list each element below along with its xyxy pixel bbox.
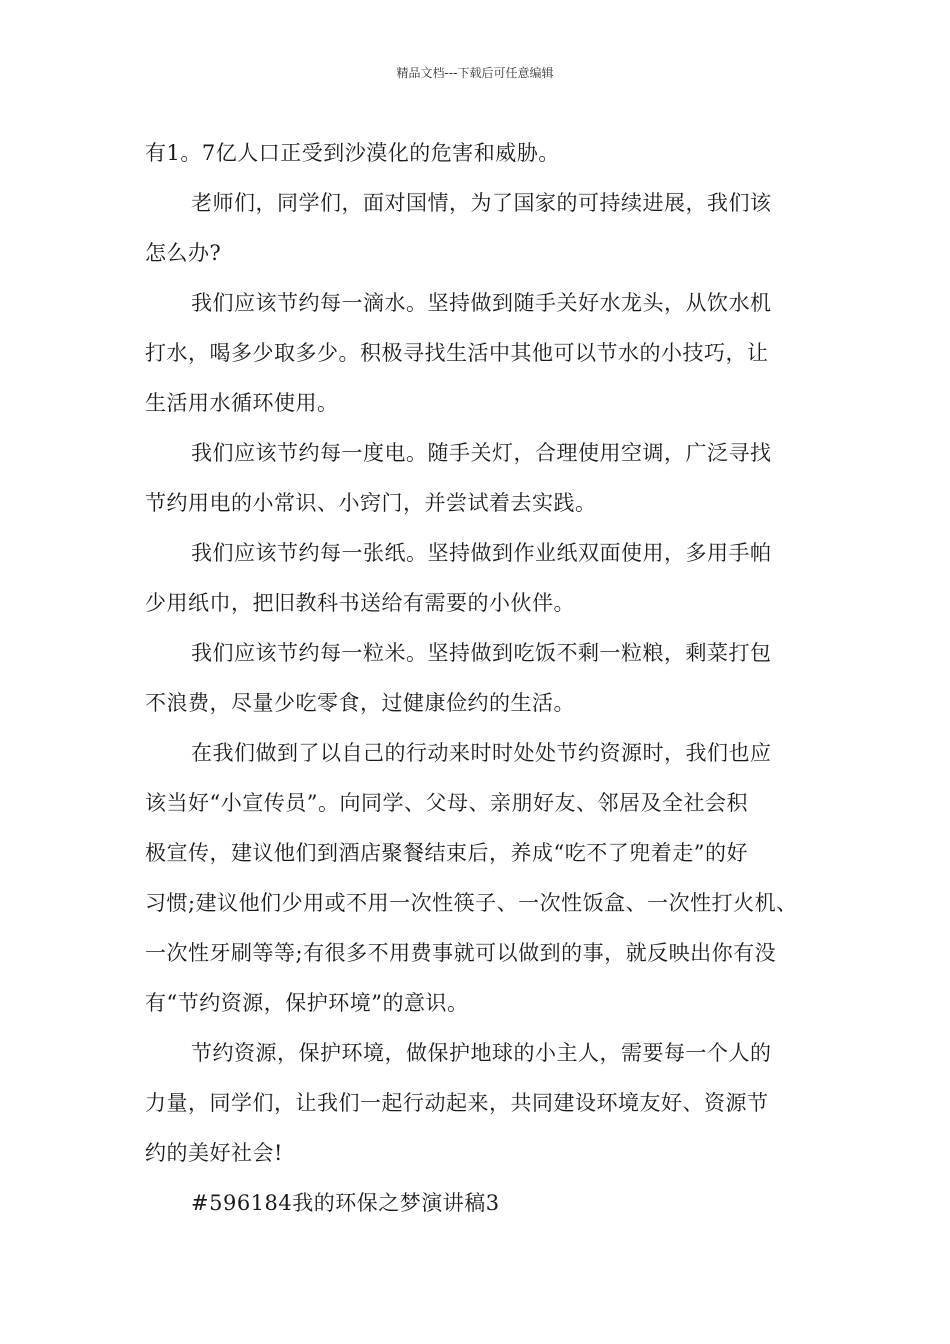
text-line: 怎么办? <box>145 241 222 265</box>
text-line: 我们应该节约每一滴水。坚持做到随手关好水龙头，从饮水机 <box>191 291 772 315</box>
text-line: 节约用电的小常识、小窍门，并尝试着去实践。 <box>145 491 597 515</box>
text-line: 节约资源，保护环境，做保护地球的小主人，需要每一个人的 <box>191 1041 772 1065</box>
text-line: 在我们做到了以自己的行动来时时处处节约资源时，我们也应 <box>191 741 772 765</box>
text-line: 有1。7亿人口正受到沙漠化的危害和威胁。 <box>145 141 560 165</box>
document-body <box>145 128 810 1228</box>
page-header: 精品文档---下载后可任意编辑 <box>396 66 554 80</box>
text-line: 我们应该节约每一粒米。坚持做到吃饭不剩一粒粮，剩菜打包 <box>191 641 772 665</box>
text-line: 生活用水循环使用。 <box>145 391 339 415</box>
text-line: 一次性牙刷等等;有很多不用费事就可以做到的事，就反映出你有没 <box>145 941 777 965</box>
text-line: 我们应该节约每一度电。随手关灯，合理使用空调，广泛寻找 <box>191 441 772 465</box>
text-line: 我们应该节约每一张纸。坚持做到作业纸双面使用，多用手帕 <box>191 541 772 565</box>
text-line: 少用纸巾，把旧教科书送给有需要的小伙伴。 <box>145 591 575 615</box>
text-line: 打水，喝多少取多少。积极寻找生活中其他可以节水的小技巧，让 <box>145 341 769 365</box>
text-line: 不浪费，尽量少吃零食，过健康俭约的生活。 <box>145 691 575 715</box>
text-line: 该当好“小宣传员”。向同学、父母、亲朋好友、邻居及全社会积 <box>145 791 748 815</box>
text-line: 习惯;建议他们少用或不用一次性筷子、一次性饭盒、一次性打火机、 <box>145 891 798 915</box>
section-title: #596184我的环保之梦演讲稿3 <box>191 1191 500 1215</box>
text-line: 有“节约资源，保护环境”的意识。 <box>145 991 469 1015</box>
text-line: 力量，同学们，让我们一起行动起来，共同建设环境友好、资源节 <box>145 1091 769 1115</box>
text-line: 约的美好社会! <box>145 1141 283 1165</box>
text-line: 老师们，同学们，面对国情，为了国家的可持续进展，我们该 <box>191 191 772 215</box>
text-line: 极宣传，建议他们到酒店聚餐结束后，养成“吃不了兜着走”的好 <box>145 841 748 865</box>
